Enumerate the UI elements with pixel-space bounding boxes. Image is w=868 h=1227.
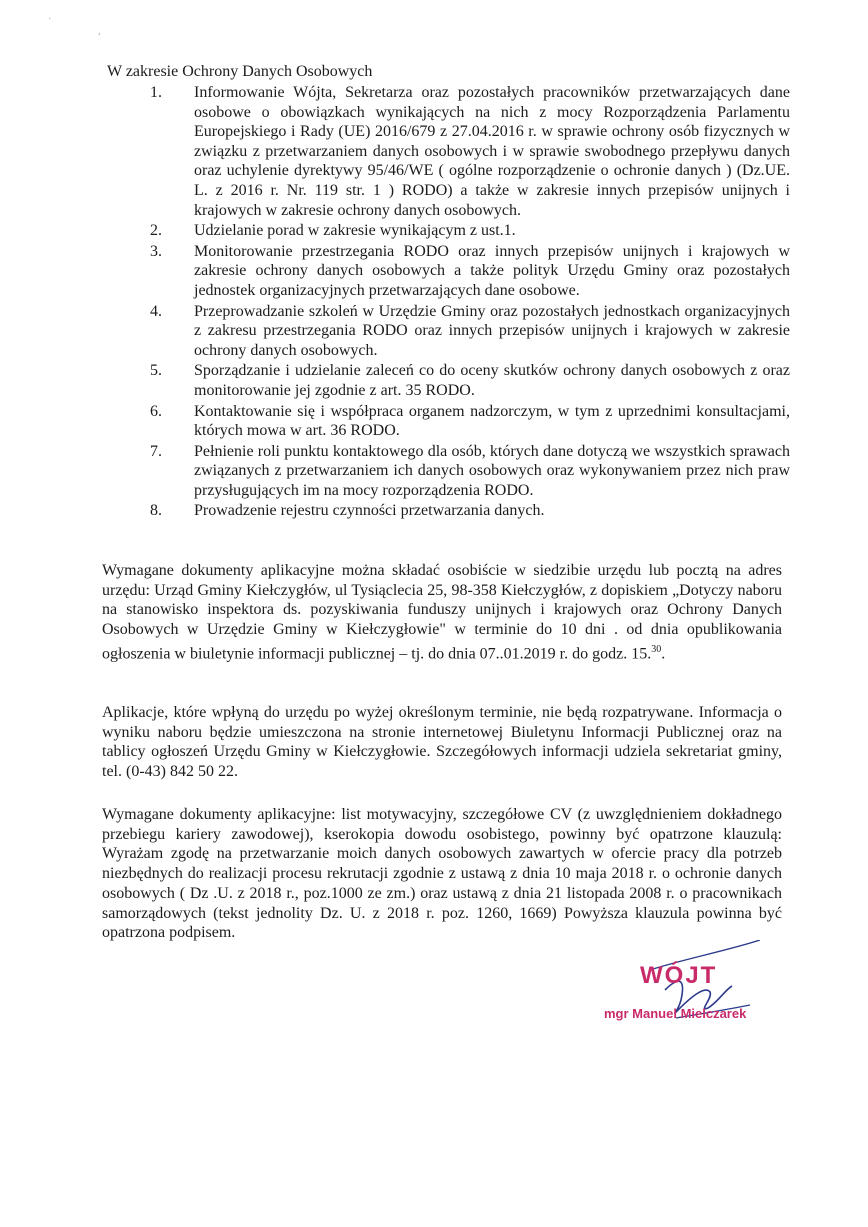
list-item (150, 242, 790, 301)
list-item-text: Przeprowadzanie szkoleń w Urzędzie Gminy oraz pozostałych jednostkach organizacyjnych z zakresu przestrzegania RODO oraz innych przepisów unijnych i krajowych w zakresie ochrony danych osobowych. (194, 302, 790, 359)
scan-artifact: · (48, 14, 52, 25)
list-number: 4. (150, 302, 162, 320)
submission-end: . (661, 645, 666, 663)
list-number: 7. (150, 442, 162, 460)
list-number: 6. (150, 402, 162, 420)
handwritten-signature (590, 940, 790, 1040)
consent-clause-paragraph: Wymagane dokumenty aplikacyjne: list motywacyjny, szczegółowe CV (z uwzględnieniem dokładnego przebiegu kariery zawodowej), kserokopia dowodu osobistego, powinny być opatrzone klauzulą: Wyrażam zgodę na przetwarzanie moich danych osobowych zawartych w ofercie pracy dla potrzeb niezbędnych do realizacji procesu rekrutacji zgodnie z ustawą z dnia 10 maja 2018 r. o ochronie danych osobowych ( Dz .U. z 2018 r., poz.1000 ze zm.) oraz ustawą z dnia 21 listopada 2008 r. o pracownikach samorządowych (tekst jednolity Dz. U. z 2018 r. poz. 1260, 1669) Powyższa klauzula powinna być opatrzona podpisem. (102, 806, 782, 942)
list-item (150, 302, 790, 361)
list-number: 5. (150, 362, 162, 380)
list-number: 2. (150, 222, 162, 240)
list-item-text: Informowanie Wójta, Sekretarza oraz pozostałych pracowników przetwarzających dane osobowe o obowiązkach wynikających na nich z mocy Rozporządzenia Parlamentu Europejskiego i Rady (UE) 2016/679 z 27.04.2016 r. w sprawie ochrony osób fizycznych w związku z przetwarzaniem danych osobowych i w sprawie swobodnego przepływu danych oraz uchylenie dyrektywy 95/46/WE ( ogólne rozporządzenie o ochronie danych ) (Dz.UE. L. z 2016 r. Nr. 119 str. 1 ) RODO) a także w zakresie innych przepisów unijnych i krajowych w zakresie ochrony danych osobowych. (194, 84, 790, 219)
list-item-text: Udzielanie porad w zakresie wynikającym z ust.1. (194, 222, 516, 240)
scan-artifact: , (98, 26, 101, 37)
list-item (150, 361, 790, 400)
list-item (150, 442, 790, 501)
submission-text: Wymagane dokumenty aplikacyjne można składać osobiście w siedzibie urzędu lub pocztą na adres urzędu: Urząd Gminy Kiełczygłów, ul Tysiąclecia 25, 98-358 Kiełczygłów, z dopiskiem „Dotyczy naboru na stanowisko inspektora ds. pozyskiwania funduszy unijnych i krajowych oraz Ochrony Danych Osobowych w Urzędzie Gminy w Kiełczygłowie" w terminie do 10 dni . od dnia opublikowania ogłoszenia w biuletynie informacji publicznej – tj. do dnia 07..01.2019 r. do godz. 15. (102, 562, 782, 663)
stamp-name: mgr Manuel Mielczarek (604, 1006, 747, 1021)
list-item-text: Kontaktowanie się i współpraca organem nadzorczym, w tym z uprzednimi konsultacjami, których mowa w art. 36 RODO. (194, 402, 790, 440)
list-number: 1. (150, 84, 162, 101)
list-item (150, 83, 790, 220)
stamp-title: WÓJT (640, 962, 718, 989)
list-item-text: Pełnienie roli punktu kontaktowego dla osób, których dane dotyczą we wszystkich sprawach związanych z przetwarzaniem ich danych osobowych oraz wykonywaniem przez nich praw przysługujących im na mocy rozporządzenia RODO. (194, 442, 790, 499)
list-number: 8. (150, 502, 162, 520)
list-item (150, 221, 790, 241)
time-superscript: 30 (651, 643, 662, 655)
late-applications-paragraph: Aplikacje, które wpłyną do urzędu po wyżej określonym terminie, nie będą rozpatrywane. Informacja o wyniku naboru będzie umieszczona na stronie internetowej Biuletynu Informacji Publicznej oraz na tablicy ogłoszeń Urzędu Gminy w Kiełczygłowie. Szczegółowych informacji udziela sekretariat gminy, tel. (0-43) 842 50 22. (102, 704, 782, 781)
list-item-text: Monitorowanie przestrzegania RODO oraz innych przepisów unijnych i krajowych w zakresie ochrony danych osobowych a także polityk Urzędu Gminy oraz pozostałych jednostek organizacyjnych przetwarzających dane osobowe. (194, 242, 790, 299)
submission-paragraph (102, 561, 782, 664)
list-item-text: Prowadzenie rejestru czynności przetwarzania danych. (194, 502, 545, 520)
section-heading: W zakresie Ochrony Danych Osobowych (107, 63, 373, 80)
duties-list (150, 83, 790, 522)
list-item (150, 402, 790, 441)
list-number: 3. (150, 242, 162, 260)
list-item-text: Sporządzanie i udzielanie zaleceń co do oceny skutków ochrony danych osobowych z oraz monitorowanie jej zgodnie z art. 35 RODO. (194, 362, 790, 399)
list-item (150, 501, 790, 521)
